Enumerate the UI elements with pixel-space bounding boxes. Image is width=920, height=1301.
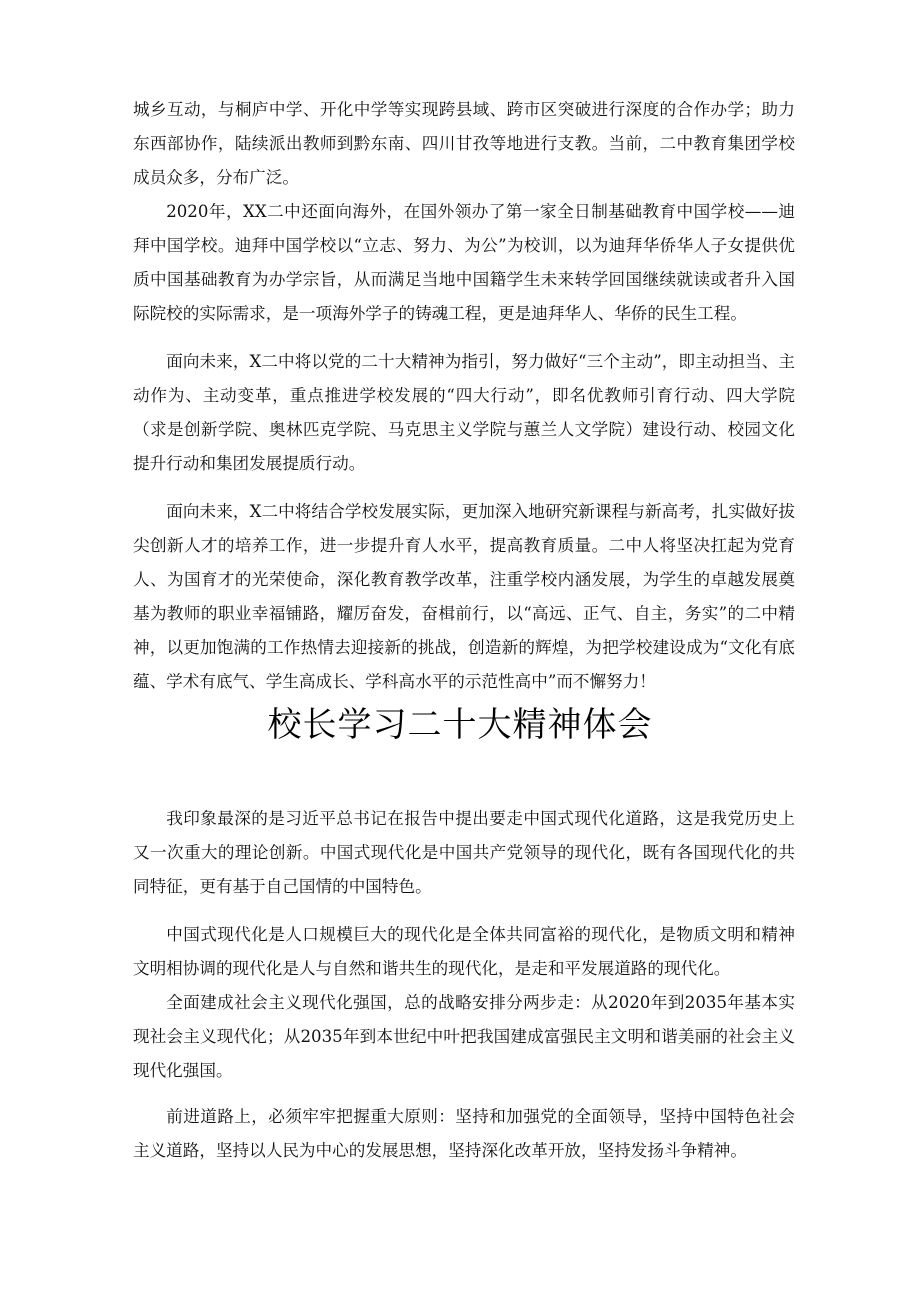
future-development-paragraph: 面向未来，X二中将结合学校发展实际，更加深入地研究新课程与新高考，扎实做好拔尖创新人才的培养工作，进一步提升育人水平，提高教育质量。二中人将坚决扛起为党育人、为国育才的光荣使命，深化教育教学改革，注重学校内涵发展，为学生的卓越发展奠基为教师的职业幸福铺路，耀厉奋发，奋楫前行，以“高远、正气、自主，务实”的二中精神，以更加饱满的工作热情去迎接新的挑战，创造新的辉煌，为把学校建设成为“文化有底蕴、学术有底气、学生高成长、学科高水平的示范性高中”而不懈努力！ (133, 502, 795, 691)
strategy-paragraph: 全面建成社会主义现代化强国，总的战略安排分两步走：从2020年到2035年基本实现社会主义现代化；从2035年到本世纪中叶把我国建成富强民主文明和谐美丽的社会主义现代化强国。 (133, 993, 795, 1080)
continuation-paragraph: 城乡互动，与桐庐中学、开化中学等实现跨县域、跨市区突破进行深度的合作办学；助力东西部协作，陆续派出教师到黔东南、四川甘孜等地进行支教。当前，二中教育集团学校成员众多，分布广泛。 (133, 100, 795, 187)
page-title: 校长学习二十大精神体会 (267, 705, 653, 745)
dubai-school-paragraph: 2020年，XX二中还面向海外，在国外领办了第一家全日制基础教育中国学校——迪拜中国学校。迪拜中国学校以“立志、努力、为公”为校训，以为迪拜华侨华人子女提供优质中国基础教育为办学宗旨，从而满足当地中国籍学生未来转学回国继续就读或者升入国际院校的实际需求，是一项海外学子的铸魂工程，更是迪拜华人、华侨的民生工程。 (133, 202, 795, 323)
future-plan-paragraph: 面向未来，X二中将以党的二十大精神为指引，努力做好“三个主动”，即主动担当、主动作为、主动变革，重点推进学校发展的“四大行动”，即名优教师引育行动、四大学院（求是创新学院、奥林匹克学院、马克思主义学院与蕙兰人文学院）建设行动、校园文化提升行动和集团发展提质行动。 (133, 352, 795, 473)
principles-paragraph: 前进道路上，必须牢牢把握重大原则：坚持和加强党的全面领导，坚持中国特色社会主义道路，坚持以人民为中心的发展思想，坚持深化改革开放，坚持发扬斗争精神。 (133, 1107, 795, 1160)
modernization-paragraph: 我印象最深的是习近平总书记在报告中提出要走中国式现代化道路，这是我党历史上又一次重大的理论创新。中国式现代化是中国共产党领导的现代化，既有各国现代化的共同特征，更有基于自己国情的中国特色。 (133, 809, 795, 896)
chinese-modernization-features-paragraph: 中国式现代化是人口规模巨大的现代化是全体共同富裕的现代化，是物质文明和精神文明相协调的现代化是人与自然和谐共生的现代化，是走和平发展道路的现代化。 (133, 925, 795, 978)
